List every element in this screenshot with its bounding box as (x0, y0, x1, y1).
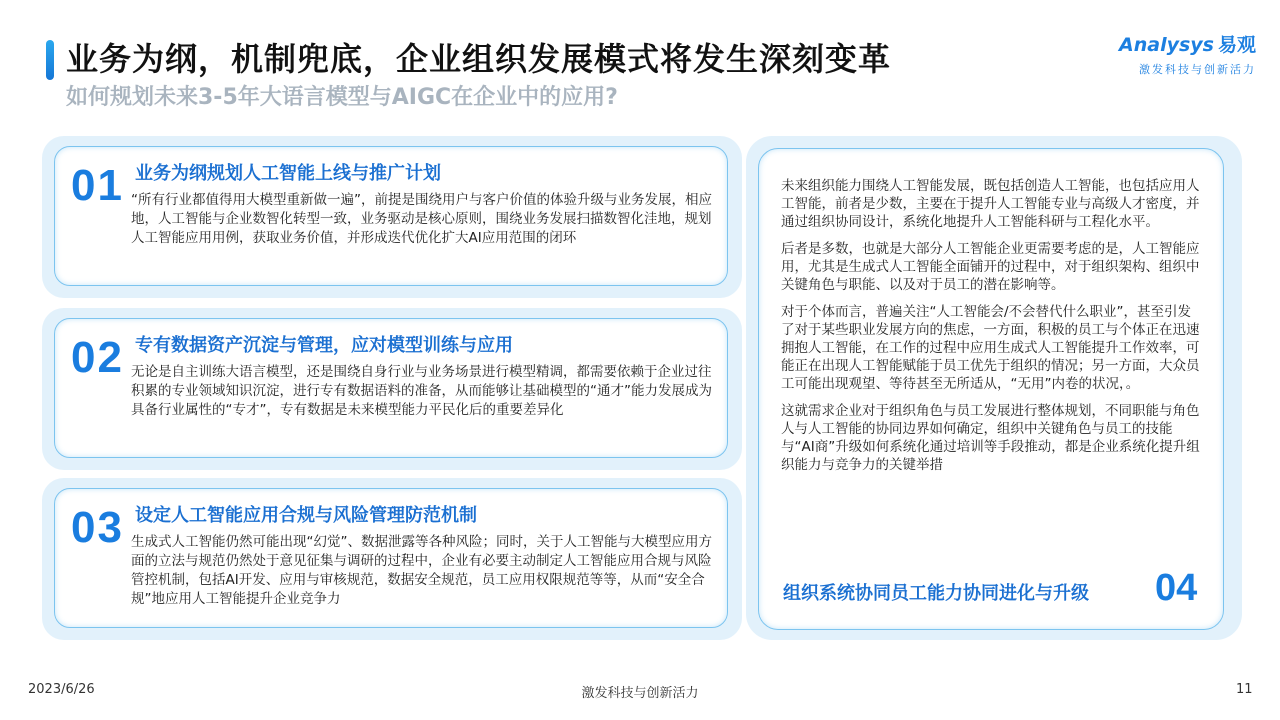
card-02 (54, 318, 728, 458)
card-04-paragraph-1: 未来组织能力围绕人工智能发展，既包括创造人工智能，也包括应用人工智能，前者是少数，主要在于提升人工智能专业与高级人才密度，并通过组织协同设计，系统化地提升人工智能科研与工程化水平。 (781, 178, 1200, 230)
card-03 (54, 488, 728, 628)
card-04-text (781, 177, 1203, 483)
card-01-number: 01 (71, 161, 124, 210)
page-title: 业务为纲，机制兜底，企业组织发展模式将发生深刻变革 (66, 40, 892, 78)
company-logo (1096, 30, 1256, 80)
page-subtitle: 如何规划未来3-5年大语言模型与AIGC在企业中的应用? (66, 85, 618, 110)
card-01-title: 业务为纲规划人工智能上线与推广计划 (135, 163, 441, 184)
logo-brand-cn: 易观 (1217, 34, 1256, 56)
logo-wordmark (1096, 30, 1256, 57)
card-03-title: 设定人工智能应用合规与风险管理防范机制 (135, 505, 477, 526)
card-04 (758, 148, 1224, 630)
card-03-number: 03 (71, 503, 124, 552)
card-04-title: 组织系统协同员工能力协同进化与升级 (783, 583, 1089, 604)
card-04-paragraph-4: 这就需求企业对于组织角色与员工发展进行整体规划，不同职能与角色人与人工智能的协同边界如何确定，组织中关键角色与员工的技能与“AI商”升级如何系统化通过培训等手段推动，都是企业系统化提升组织能力与竞争力的关键举措 (781, 403, 1200, 473)
footer-date: 2023/6/26 (28, 682, 95, 697)
logo-slogan: 激发科技与创新活力 (1139, 63, 1256, 76)
card-02-body: 无论是自主训练大语言模型，还是围绕自身行业与业务场景进行模型精调，都需要依赖于企业过往积累的专业领域知识沉淀，进行专有数据语料的准备，从而能够让基础模型的“通才”能力发展成为具备行业属性的“专才”，专有数据是未来模型能力平民化后的重要差异化 (131, 364, 712, 418)
card-02-number: 02 (71, 333, 124, 382)
card-04-paragraph-3: 对于个体而言，普遍关注“人工智能会/不会替代什么职业”，甚至引发了对于某些职业发展方向的焦虑，一方面，积极的员工与个体正在迅速拥抱人工智能，在工作的过程中应用生成式人工智能提升工作效率，可能正在出现人工智能赋能于员工优先于组织的情况；另一方面，大众员工可能出现观望、等待甚至无所适从，“无用”内卷的状况，。 (781, 304, 1200, 392)
card-03-body: 生成式人工智能仍然可能出现“幻觉”、数据泄露等各种风险；同时，关于人工智能与大模型应用方面的立法与规范仍然处于意见征集与调研的过程中，企业有必要主动制定人工智能应用合规与风险管控机制，包括AI开发、应用与审核规范，数据安全规范，员工应用权限规范等等，从而“安全合规”地应用人工智能提升企业竞争力 (131, 534, 712, 607)
title-accent-bar (46, 40, 54, 80)
card-01 (54, 146, 728, 286)
card-02-title: 专有数据资产沉淀与管理，应对模型训练与应用 (135, 335, 513, 356)
logo-brand: Analysys (1119, 34, 1214, 56)
card-01-body: “所有行业都值得用大模型重新做一遍”，前提是围绕用户与客户价值的体验升级与业务发展，相应地，人工智能与企业数智化转型一致，业务驱动是核心原则，围绕业务发展扫描数智化洼地，规划人工智能应用用例，获取业务价值，并形成迭代优化扩大AI应用范围的闭环 (131, 192, 712, 246)
card-04-number: 04 (1155, 567, 1198, 609)
card-04-paragraph-2: 后者是多数，也就是大部分人工智能企业更需要考虑的是，人工智能应用，尤其是生成式人工智能全面铺开的过程中，对于组织架构、组织中关键角色与职能、以及对于员工的潜在影响等。 (781, 241, 1200, 293)
footer-slogan: 激发科技与创新活力 (581, 686, 699, 701)
page-number: 11 (1236, 682, 1253, 697)
